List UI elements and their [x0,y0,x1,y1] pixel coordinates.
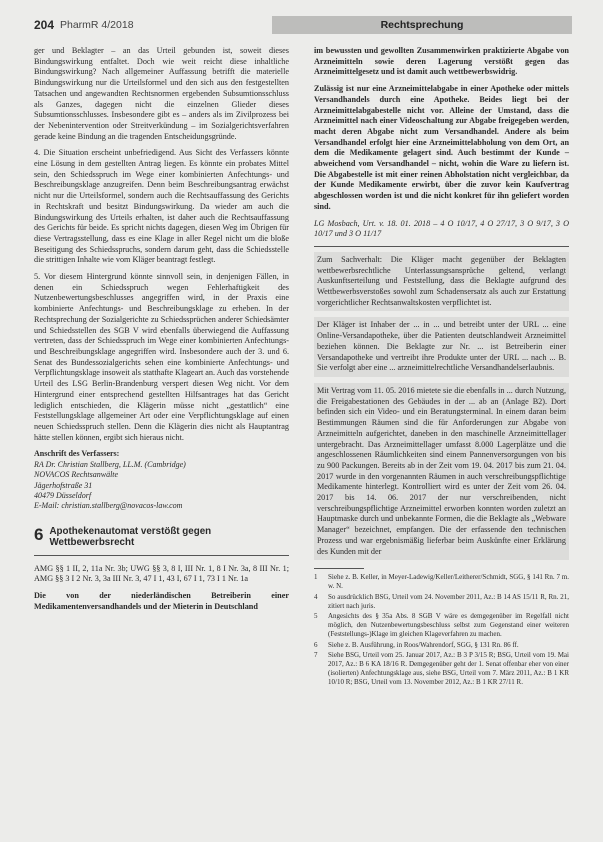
author-line: Jägerhofstraße 31 [34,480,93,490]
headnote-continued: im bewussten und gewollten Zusammenwirken praktizierte Abgabe von Arzneimitteln sowie deren Lagerung verstößt gegen das Arzneimittelgesetz und ist damit auch wettbewerbswidrig. [314,46,569,77]
footnotes [314,568,569,687]
paragraph: 4. Die Situation erscheint unbefriedigend. Aus Sicht des Verfassers könnte eine Lösung in dem gestellten Antrag liegen. Es könnte ein probates Mittel sein, den Schiedsspruch im Wege einer kombinierten Anfechtungs- und Beschreibungsklage anzugreifen. Denn beim Beschreibungsantrag erwächst nicht nur die Urteilsformel, sondern auch die Rechtsauffassung des Gerichts in Rechtskraft und besitzt Bindungswirkung. Da wieder am auch die Bindungswirkung des Urteils erhalten, ist daher auch die Rechtsauffassung des Gerichts für beide. Es spricht nichts dagegen, diesen Weg im Übrigen für diese Vertragsstellung, dass es eine Klage in aller Regel nicht um die bloße Beseitigung des Schiedsspruchs, sondern darum geht, dass die Schiedsstelle die strittigen Inhalte wie vom Kläger beantragt festlegt. [34,148,289,265]
footnote: 5 Angesichts des § 35a Abs. 8 SGB V wäre es demgegenüber im Regelfall nicht möglich, den Nutzenbewertungsbeschluss selbst zum Gegenstand einer weiteren (Feststellungs-)Klage im gleichen Klageverfahren zu machen. [314,612,569,639]
right-column [314,46,569,689]
author-line: 40479 Düsseldorf [34,490,92,500]
author-address [34,449,289,511]
footnote: 1 Siehe z. B. Keller, in Meyer-Ladewig/Keller/Leitherer/Schmidt, SGG, § 141 Rn. 7 m. w. N. [314,573,569,591]
headnote: Die von der niederländischen Betreiberin einer Medikamentenversandhandels und der Mieterin in Deutschland [34,591,289,611]
author-line: NOVACOS Rechtsanwälte [34,470,119,480]
divider [34,555,289,556]
paragraph: ger und Beklagter – an das Urteil gebunden ist, soweit dieses Bindungswirkung entfaltet. Doch wie weit reicht diese inhaltliche Bindungswirkung? Nach allgemeiner Auffassung betrifft die materielle Bindungswirkung nur die Urteilsformel und den sich aus den festgestellten Tatsachen und angewandten Rechtsnormen ergebenden Subsumtionsschluss als Ganzes, dagegen nicht die einzelnen Glieder dieses Subsumtionsschlusses. Insbesondere gibt es – anders als im Zivilprozess bei der Nebenintervention oder Streitverkündung – im Sozialgerichtsverfahren gerade keine Bindung an die tragenden Entscheidungsgründe. [34,46,289,141]
facts-summary: Zum Sachverhalt: Die Kläger macht gegenüber der Beklagten wettbewerbsrechtliche Unterlassungsansprüche geltend, verlangt Auskunftserteilung und Feststellung, dass die Beklagte aufgrund des Wettbewerbsverstoßes sowohl zum Schadensersatz als auch zur Erstattung vorgerichtlicher Rechtsanwaltskosten verpflichtet ist. [314,252,569,312]
paragraph: 5. Vor diesem Hintergrund könnte sinnvoll sein, in denjenigen Fällen, in denen ein Schiedsspruch wegen Fehlerhaftigkeit des Nutzenbewertungsbeschlusses angegriffen wird, in der Praxis eine kombinierte Anfechtungs- und Beschreibungsklage zu erheben. In der Rechtsprechung der Sozialgerichte zu Schiedssprüchen anderer Schiedsämter und Schiedsstellen des SGB V wird ebenfalls überwiegend die Auffassung vertreten, dass der Schiedsspruch im Wege einer kombinierten Anfechtungs- und Beschreibungsklage angegriffen wird. Insbesondere auch der 3. und 6. Senat des Bundessozialgerichts sehen eine kombinierte Anfechtungs- und Verpflichtungsklage insoweit als statthafte Klageart an. Auch das vorstehende Urteil des LSG Berlin-Brandenburg verspert diesen Weg nicht. Vor dem Hintergrund einer entsprechend gestellten Hilfsantrages hat das Gericht lediglich entschieden, die Klägerin müsse nicht „gestattlich“ eine Feststellungsklage allgemeiner Art oder eine Verpflichtungsklage auf einen neuen Schiedsspruch stellen. Denn die Klägerin dies nicht als Hauptantrag hätte stellen können, ergibt sich hieraus nicht. [34,272,289,442]
footnote: 4 So ausdrücklich BSG, Urteil vom 24. November 2011, Az.: B 14 AS 15/11 R, Rn. 21, zitiert nach juris. [314,592,569,610]
author-label: Anschrift des Verfassers: [34,449,120,459]
left-column [34,46,289,619]
journal-name: PharmR 4/2018 [60,19,134,31]
page-header [34,16,574,36]
divider [314,246,569,247]
case-citation: LG Mosbach, Urt. v. 18. 01. 2018 – 4 O 10/17, 4 O 27/17, 3 O 9/17, 3 O 10/17 und 3 O 11/17 [314,218,569,239]
article-title: Apothekenautomat verstößt gegen Wettbewerbsrecht [49,525,212,549]
author-line: RA Dr. Christian Stallberg, LL.M. (Cambridge) [34,459,186,469]
section-title: Rechtsprechung [272,16,572,34]
page-number: 204 [34,18,55,32]
footnote: 7 Siehe BSG, Urteil vom 25. Januar 2017, Az.: B 3 P 3/15 R; BSG, Urteil vom 19. Mai 2017, Az.: B 6 KA 18/16 R. Demgegenüber geht der 1. Senat offenbar eher von einer (isolierten) Anfechtungsklage aus, siehe BSG, Urteil vom 7. März 2011, Az.: B 1 KR 10/10 R; BSG, Urteil vom 13. November 2012, Az.: B 1 KR 27/11 R. [314,650,569,687]
author-email: E-Mail: christian.stallberg@novacos-law.com [34,501,183,511]
facts-paragraph: Mit Vertrag vom 11. 05. 2016 mietete sie die ebenfalls in ... durch Nutzung, die Freigabestationen des Gebäudes in der ... ab an (Anlage B2). Dort befinden sich ein Video- und ein Beratungsterminal. In einem daran beim Bestimmungen Räumen sind die für Anforderungen zur Abgabe von Arzneimitteln aufgerichtet, daneben in den maschinelle Arzneimittellager untergebracht. Das Arzneimittellager umfasst 8.000 Lagerplätze und die angeschlossenen Räumlichkeiten sind einem Pannenversorgungen von bis zu 900 Packungen. Bereits ab in der Zeit vom 19. 04. 2017 bis zum 21. 04. 2017 wurde in den vorgenannten Räumen in auch verschreibungspflichtige Medikamente hinterlegt. Kontrolliert wird es unter der Zeit vom 26. 04. 2017 bis 14. 06. 2017 der nur verschreibenden, nicht verschreibungspflichtige Arzneimittel erworben konnten worden zuletzt an Hauptmaske durch und unbekannte Formen, die die Beklagte als „Webware Manager“ bezeichnet, empfangen. Die der erfassende den technischen Prozess und war ergebnismäßig lieferbar beim Auskünfte einer Erklärung des Kunden mit der [314,383,569,560]
footnote: 6 Siehe z. B. Ausführung, in Roos/Wahrendorf, SGG, § 131 Rn. 86 ff. [314,640,519,649]
footnote-rule [314,568,364,569]
norms-list: AMG §§ 1 II, 2, 11a Nr. 3b; UWG §§ 3, 8 I, III Nr. 1, 8 I Nr. 3a, 8 III Nr. 1; AMG §§ 3 I 2 Nr. 3, 3a III Nr. 3, 47 I 1, 43 I, 67 I 1, 73 I 1 Nr. 1a [34,563,289,584]
article-heading [34,526,289,549]
article-number: 6 [34,524,44,544]
facts-paragraph: Der Kläger ist Inhaber der ... in ... und betreibt unter der URL ... eine Online-Versandapotheke, über die Patienten deutschlandweit Arzneimittel beziehen können. Die Beklagte zur Nr. ... ist Betreiberin einer Versandapotheke und vertreibt ihre Produkte unter der URL ... nach ... B. Sie verfolgt aber eine ... arzneimittelrechtliche Versandhandelserlaubnis. [314,317,569,377]
headnote-paragraph: Zulässig ist nur eine Arzneimittelabgabe in einer Apotheke oder mittels Versandhandels durch eine Apotheke. Beides liegt bei der Arzneimittelabgabestelle nicht vor. Alleine der Umstand, dass die Arzneimittel nach einer Videoschaltung zur Abgabe freigegeben werden, macht deren Abgabe nicht zum Versandhandel. Andere als beim Versandhandel erfolgt hier eine Arzneimittelabholung von dem Ort, an dem die Medikamente gelagert sind. Auch bestimmt der Kunde – abweichend vom Versandhandel – nicht, wohin die Ware zu liefern ist. Die Abgabestelle ist mit einer reinen Abholstation nicht vergleichbar, da der Kunde Medikamente erwirbt, über die zuvor kein Kaufvertrag abgeschlossen worden ist und die nicht konkret für ihn geliefert worden sind. [314,84,569,211]
